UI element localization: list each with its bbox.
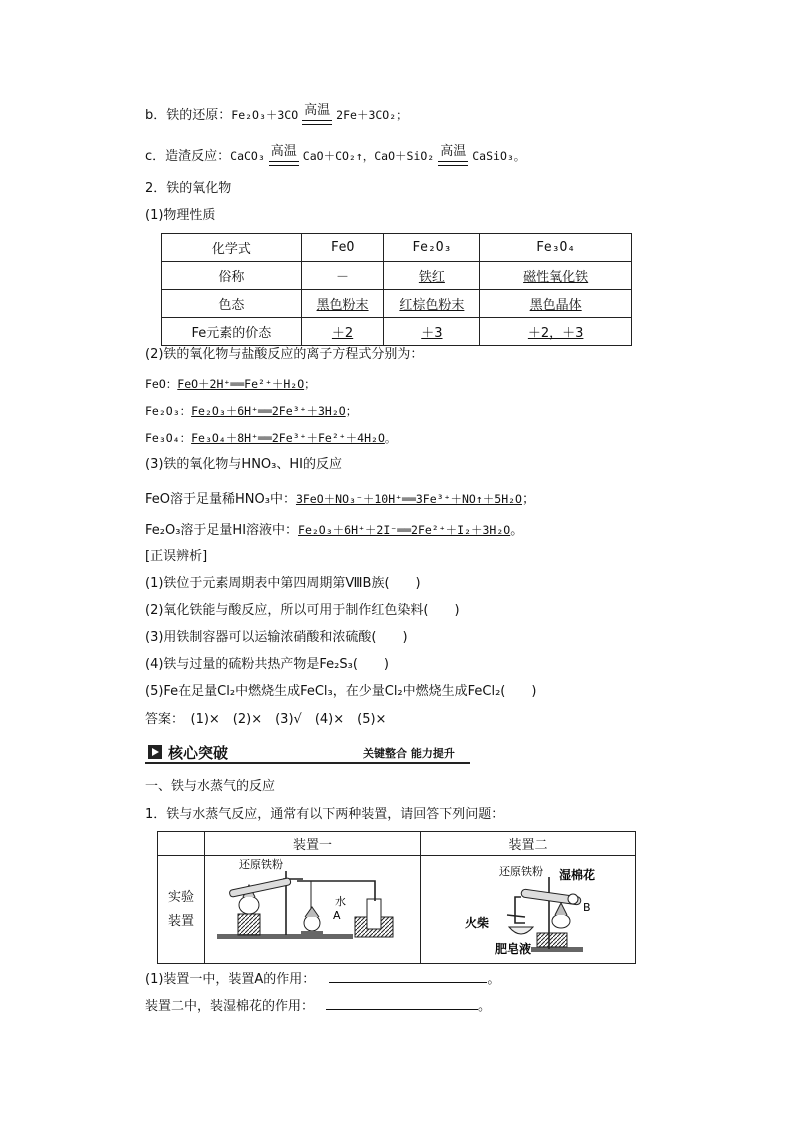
line-c	[145, 144, 525, 166]
section-subtitle: 关键整合 能力提升	[363, 747, 455, 760]
label-iron-powder: 还原铁粉	[239, 857, 284, 871]
answer-blank[interactable]	[329, 970, 487, 983]
equation-hno3-answer: 3FeO＋NO₃⁻＋10H⁺══3Fe³⁺＋NO↑＋5H₂O	[295, 492, 522, 506]
apparatus-two-diagram	[421, 857, 634, 963]
table-cell: －	[301, 262, 384, 290]
answer-line: 答案： (1)× (2)× (3)√ (4)× (5)×	[145, 712, 387, 727]
table-header-cell: 装置二	[421, 832, 636, 856]
table-header-cell: 装置一	[205, 832, 421, 856]
equation-fe3o4-answer: Fe₃O₄＋8H⁺══2Fe³⁺＋Fe²⁺＋4H₂O	[191, 431, 385, 445]
line-b-prefix: b．铁的还原：	[145, 108, 232, 123]
true-false-item: (3)用铁制容器可以运输浓硝酸和浓硫酸( )	[145, 630, 408, 645]
label-wet-cotton: 湿棉花	[559, 867, 596, 882]
heading-hcl-reaction: (2)铁的氧化物与盐酸反应的离子方程式分别为：	[145, 347, 424, 362]
section-rule	[145, 762, 470, 764]
oxide-properties-table	[161, 233, 632, 346]
section-title: 核心突破	[168, 744, 229, 762]
heading-true-false: [正误辨析]	[145, 549, 208, 564]
true-false-item: (4)铁与过量的硫粉共热产物是Fe₂S₃( )	[145, 657, 389, 672]
apparatus-one-diagram	[205, 857, 419, 963]
equation-fe2o3: Fe₂O₃：Fe₂O₃＋6H⁺══2Fe³⁺＋3H₂O；	[145, 404, 358, 418]
table-cell: 俗称	[162, 262, 302, 290]
heading-oxides: 2．铁的氧化物	[145, 181, 232, 196]
table-cell: ＋3	[384, 318, 480, 346]
apparatus-two-cell	[421, 856, 636, 964]
label-soap-solution: 肥皂液	[495, 941, 532, 956]
label-water: 水	[335, 894, 347, 908]
equation-feo-answer: FeO＋2H⁺══Fe²⁺＋H₂O	[177, 377, 305, 391]
line-c-prefix: c．造渣反应：	[145, 149, 231, 164]
true-false-item: (1)铁位于元素周期表中第四周期第ⅧB族( )	[145, 576, 421, 591]
table-cell: ＋2	[301, 318, 384, 346]
table-row	[162, 262, 632, 290]
condition-high-temp: 高温	[438, 144, 468, 166]
label-iron-powder: 还原铁粉	[499, 864, 544, 878]
equation-hi: Fe₂O₃溶于足量HI溶液中：Fe₂O₃＋6H⁺＋2I⁻══2Fe²⁺＋I₂＋3H₂O。	[145, 523, 524, 538]
equation-fe2o3-answer: Fe₂O₃＋6H⁺══2Fe³⁺＋3H₂O	[191, 404, 346, 418]
line-c-eq1-left: CaCO₃	[230, 149, 265, 163]
table-header-row	[158, 832, 636, 856]
row-label: 实验 装置	[158, 856, 205, 964]
table-row	[162, 290, 632, 318]
table-header-cell: 化学式	[162, 234, 302, 262]
table-header-cell: FeO	[301, 234, 384, 262]
question-apparatus-a: (1)装置一中，装置A的作用： 。	[145, 972, 501, 987]
table-cell: 黑色晶体	[480, 290, 632, 318]
line-b-eq-left: Fe₂O₃＋3CO	[231, 108, 299, 122]
table-header-row	[162, 234, 632, 262]
table-cell: 磁性氧化铁	[480, 262, 632, 290]
true-false-item: (2)氧化铁能与酸反应，所以可用于制作红色染料( )	[145, 603, 460, 618]
table-cell: 黑色粉末	[301, 290, 384, 318]
heading-physical-properties: (1)物理性质	[145, 208, 216, 223]
equation-fe3o4: Fe₃O₄：Fe₃O₄＋8H⁺══2Fe³⁺＋Fe²⁺＋4H₂O。	[145, 431, 397, 445]
line-b-eq-right: 2Fe＋3CO₂；	[336, 108, 408, 122]
table-row	[158, 856, 636, 964]
table-header-cell: Fe₂O₃	[384, 234, 480, 262]
condition-high-temp: 高温	[302, 103, 332, 125]
table-cell: 色态	[162, 290, 302, 318]
condition-high-temp: 高温	[269, 144, 299, 166]
apparatus-table	[157, 831, 636, 964]
play-icon	[148, 745, 162, 759]
table-cell: ＋2，＋3	[480, 318, 632, 346]
label-b: B	[583, 900, 591, 914]
heading-hno3-hi: (3)铁的氧化物与HNO₃、HI的反应	[145, 457, 342, 472]
answer-blank[interactable]	[326, 997, 478, 1010]
label-match: 火柴	[465, 915, 490, 930]
table-cell: 红棕色粉末	[384, 290, 480, 318]
section-banner	[145, 742, 470, 762]
table-cell: Fe元素的价态	[162, 318, 302, 346]
table-header-empty	[158, 832, 205, 856]
subsection-heading: 一、铁与水蒸气的反应	[145, 779, 276, 794]
question-intro: 1．铁与水蒸气反应，通常有以下两种装置，请回答下列问题：	[145, 807, 505, 822]
line-c-eq2-right: CaSiO₃。	[472, 149, 526, 163]
table-row	[162, 318, 632, 346]
apparatus-one-cell	[205, 856, 421, 964]
true-false-item: (5)Fe在足量Cl₂中燃烧生成FeCl₃，在少量Cl₂中燃烧生成FeCl₂( )	[145, 684, 537, 699]
equation-hno3: FeO溶于足量稀HNO₃中：3FeO＋NO₃⁻＋10H⁺══3Fe³⁺＋NO↑＋5H₂O；	[145, 492, 535, 507]
line-c-eq1-right: CaO＋CO₂↑，CaO＋SiO₂	[302, 149, 435, 163]
equation-feo: FeO：FeO＋2H⁺══Fe²⁺＋H₂O；	[145, 377, 316, 391]
table-header-cell: Fe₃O₄	[480, 234, 632, 262]
label-a: A	[333, 908, 341, 922]
question-wet-cotton: 装置二中，装湿棉花的作用： 。	[145, 999, 492, 1014]
equation-hi-answer: Fe₂O₃＋6H⁺＋2I⁻══2Fe²⁺＋I₂＋3H₂O	[298, 523, 511, 537]
line-b	[145, 103, 408, 125]
table-cell: 铁红	[384, 262, 480, 290]
